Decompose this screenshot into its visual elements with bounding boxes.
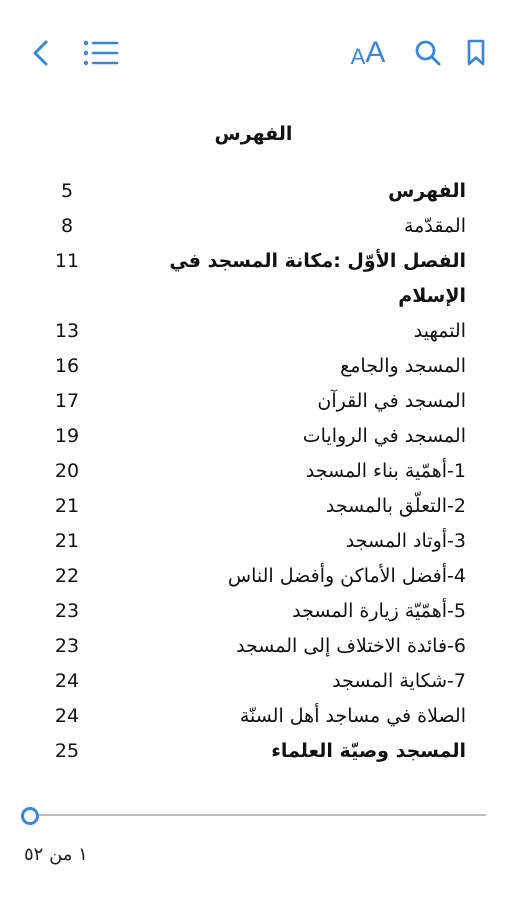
toc-entry[interactable]	[0, 349, 507, 384]
toc-entry[interactable]	[0, 489, 507, 524]
toc-entry-page: 17	[54, 390, 80, 412]
toc-entry[interactable]	[0, 664, 507, 699]
toc-entry-page: 19	[54, 425, 80, 447]
toc-entry-title: 6-فائدة الاختلاف إلى المسجد	[236, 635, 466, 657]
toc-entry[interactable]	[0, 244, 507, 314]
toc-entry-title: 1-أهمّية بناء المسجد	[305, 460, 466, 482]
chevron-left-icon	[31, 39, 49, 67]
list-icon	[83, 39, 119, 67]
toc-entry-title: المسجد في القرآن	[317, 390, 466, 412]
slider-track	[30, 814, 486, 816]
toc-entry-title: 4-أفضل الأماكن وأفضل الناس	[227, 565, 466, 587]
font-size-button[interactable]	[346, 34, 390, 72]
bookmark-button[interactable]	[462, 36, 490, 70]
toc-entry[interactable]	[0, 314, 507, 349]
toc-entry-page: 23	[54, 600, 80, 622]
toc-entry-page: 22	[54, 565, 80, 587]
top-toolbar	[0, 0, 507, 100]
page-slider[interactable]	[20, 806, 486, 826]
toc-entry[interactable]	[0, 629, 507, 664]
toc-entry[interactable]	[0, 699, 507, 734]
toc-entry[interactable]	[0, 734, 507, 769]
toc-entry[interactable]	[0, 594, 507, 629]
toc-entry-page: 8	[60, 215, 74, 237]
page-indicator: ١ من ٥٢	[24, 844, 88, 865]
toc-entry-page: 25	[54, 740, 80, 762]
toc-entry[interactable]	[0, 174, 507, 209]
toc-entry-page: 16	[54, 355, 80, 377]
back-button[interactable]	[24, 36, 56, 70]
toc-entry-title: 7-شكاية المسجد	[332, 670, 466, 692]
toc-entry-title: الفهرس	[388, 180, 466, 202]
toc-entry-page: 21	[54, 495, 80, 517]
toc-entry-page: 24	[54, 670, 80, 692]
toc-entry-title: المسجد في الروايات	[302, 425, 466, 447]
toc-entry[interactable]	[0, 209, 507, 244]
toc-entry-title: 3-أوتاد المسجد	[345, 530, 466, 552]
toc-entry-title: 5-أهمّيّة زيارة المسجد	[292, 600, 466, 622]
toc-entry-page: 11	[54, 250, 80, 272]
toc-entry-page: 5	[60, 180, 74, 202]
toc-entry[interactable]	[0, 559, 507, 594]
toc-entry-page: 20	[54, 460, 80, 482]
font-small-glyph: A	[350, 44, 366, 69]
toc-entry-page: 23	[54, 635, 80, 657]
toc-entry-title: 2-التعلّق بالمسجد	[325, 495, 466, 517]
search-button[interactable]	[410, 36, 446, 70]
toc-entry[interactable]	[0, 384, 507, 419]
page-title: الفهرس	[214, 123, 293, 145]
toc-entry[interactable]	[0, 524, 507, 559]
table-of-contents-list	[0, 174, 507, 769]
toc-entry-title: الفصل الأوّل :مكانة المسجد في الإسلام	[169, 250, 466, 307]
search-icon	[414, 39, 442, 67]
slider-knob[interactable]	[21, 807, 39, 825]
table-of-contents-button[interactable]	[80, 36, 122, 70]
toc-entry-title: التمهيد	[413, 320, 466, 342]
toc-entry-title: المسجد والجامع	[340, 355, 466, 377]
toc-entry[interactable]	[0, 419, 507, 454]
toc-entry-page: 24	[54, 705, 80, 727]
toc-entry-title: المقدّمة	[403, 215, 466, 237]
toc-entry-title: الصلاة في مساجد أهل السنّة	[239, 705, 466, 727]
toc-entry-title: المسجد وصيّة العلماء	[271, 740, 466, 762]
toc-entry-page: 13	[54, 320, 80, 342]
toc-entry-page: 21	[54, 530, 80, 552]
bookmark-icon	[466, 39, 486, 67]
toc-entry[interactable]	[0, 454, 507, 489]
font-big-glyph: A	[365, 36, 386, 69]
